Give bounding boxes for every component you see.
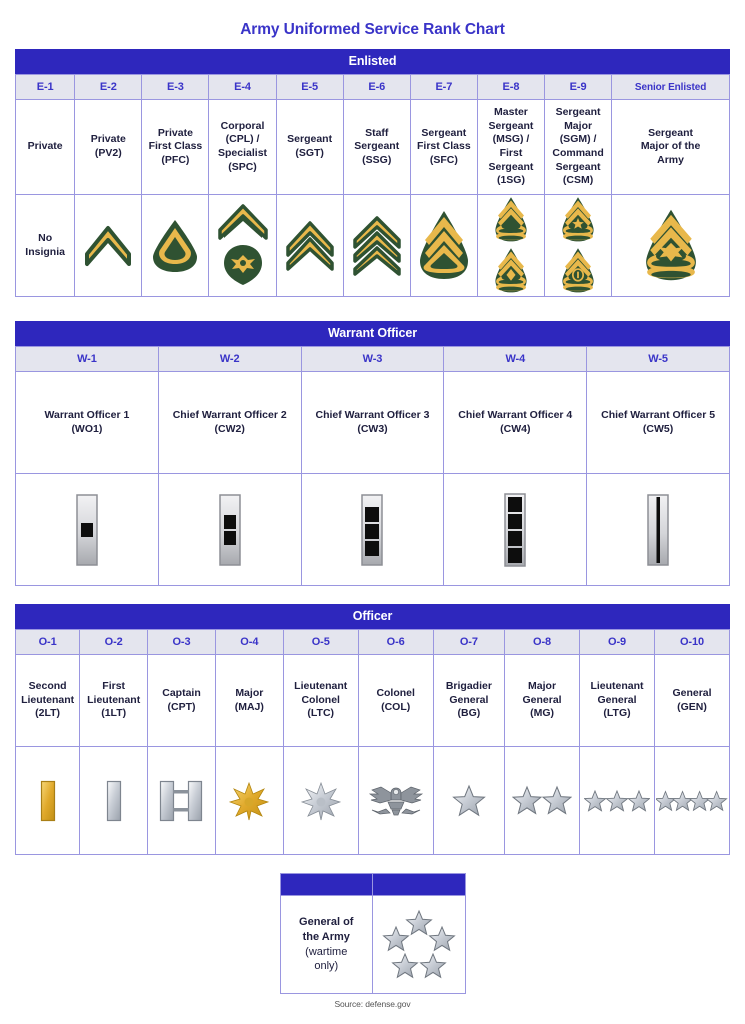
rank-name-w3: Chief Warrant Officer 3 (CW3) [301, 372, 444, 474]
rank-name-e4: Corporal (CPL) / Specialist (SPC) [209, 100, 276, 195]
five-star-band-right [373, 874, 466, 896]
sergeant-major-of-the-army-icon [612, 195, 730, 297]
grade-header-e5: E-5 [276, 75, 343, 100]
grade-header-o6: O-6 [358, 630, 433, 655]
grade-header-o3: O-3 [148, 630, 216, 655]
grade-header-o1: O-1 [16, 630, 80, 655]
rank-name-e6: Staff Sergeant (SSG) [343, 100, 410, 195]
grade-header-o4: O-4 [215, 630, 283, 655]
grade-header-e8: E-8 [477, 75, 544, 100]
grade-header-e4: E-4 [209, 75, 276, 100]
five-star-band-left [280, 874, 373, 896]
grade-header-e7: E-7 [410, 75, 477, 100]
double-silver-bar-icon [148, 747, 216, 855]
rank-name-e2: Private (PV2) [75, 100, 142, 195]
grade-header-e9: E-9 [545, 75, 612, 100]
rank-name-e1: Private [16, 100, 75, 195]
grade-header-o10: O-10 [655, 630, 730, 655]
five-star-band-row [280, 874, 465, 896]
silver-bar-2-squares-icon [158, 474, 301, 586]
chevron-3-icon [343, 195, 410, 297]
three-stars-icon [580, 747, 655, 855]
msg-and-1sg-icon [477, 195, 544, 297]
rank-name-o8: Major General (MG) [505, 655, 580, 747]
grade-header-o8: O-8 [505, 630, 580, 655]
five-star-content-row [280, 896, 465, 994]
warrant-officer-table [15, 346, 730, 586]
section-band-warrant-officer: Warrant Officer [15, 321, 730, 346]
five-star-name-main: General of the Army [299, 915, 354, 943]
four-stars-icon [655, 747, 730, 855]
source-caption: Source: defense.gov [334, 999, 411, 1009]
rank-name-o9: Lieutenant General (LTG) [580, 655, 655, 747]
warrant-name-row [16, 372, 730, 474]
rank-name-e9: Sergeant Major (SGM) / Command Sergeant (CSM) [545, 100, 612, 195]
chevron-1-rocker-1-icon [142, 195, 209, 297]
silver-bar-icon [80, 747, 148, 855]
rank-name-o6: Colonel (COL) [358, 655, 433, 747]
grade-header-e2: E-2 [75, 75, 142, 100]
gold-oak-leaf-icon [215, 747, 283, 855]
rank-name-o4: Major (MAJ) [215, 655, 283, 747]
one-star-icon [433, 747, 504, 855]
page-title: Army Uniformed Service Rank Chart [240, 21, 505, 38]
rank-name-w5: Chief Warrant Officer 5 (CW5) [587, 372, 730, 474]
no-insignia-icon: No Insignia [16, 195, 75, 297]
enlisted-insignia-row [16, 195, 730, 297]
rank-name-o5: Lieutenant Colonel (LTC) [283, 655, 358, 747]
chevron-1-icon [75, 195, 142, 297]
grade-header-w5: W-5 [587, 347, 730, 372]
grade-header-o5: O-5 [283, 630, 358, 655]
grade-header-e6: E-6 [343, 75, 410, 100]
silver-bar-stripe-icon [587, 474, 730, 586]
section-band-officer: Officer [15, 604, 730, 629]
rank-name-w4: Chief Warrant Officer 4 (CW4) [444, 372, 587, 474]
grade-header-e1: E-1 [16, 75, 75, 100]
gold-bar-icon [16, 747, 80, 855]
corporal-and-specialist-icon [209, 195, 276, 297]
grade-header-w3: W-3 [301, 347, 444, 372]
enlisted-grade-header-row [16, 75, 730, 100]
rank-name-o10: General (GEN) [655, 655, 730, 747]
enlisted-name-row [16, 100, 730, 195]
rank-name-o7: Brigadier General (BG) [433, 655, 504, 747]
silver-bar-3-squares-icon [301, 474, 444, 586]
grade-header-o2: O-2 [80, 630, 148, 655]
rank-name-e5: Sergeant (SGT) [276, 100, 343, 195]
silver-oak-leaf-icon [283, 747, 358, 855]
grade-header-e3: E-3 [142, 75, 209, 100]
sgm-and-csm-icon [545, 195, 612, 297]
general-of-the-army-wrap [15, 873, 730, 994]
rank-name-o1: Second Lieutenant (2LT) [16, 655, 80, 747]
grade-header-o7: O-7 [433, 630, 504, 655]
officer-grade-header-row [16, 630, 730, 655]
chevron-3-rocker-1-icon [410, 195, 477, 297]
rank-name-e8: Master Sergeant (MSG) / First Sergeant (1SG) [477, 100, 544, 195]
grade-header-o9: O-9 [580, 630, 655, 655]
silver-bar-4-squares-icon [444, 474, 587, 586]
rank-name-w2: Chief Warrant Officer 2 (CW2) [158, 372, 301, 474]
grade-header-senior-enlisted: Senior Enlisted [612, 75, 730, 100]
grade-header-w4: W-4 [444, 347, 587, 372]
rank-name-e3: Private First Class (PFC) [142, 100, 209, 195]
grade-header-w2: W-2 [158, 347, 301, 372]
chevron-2-icon [276, 195, 343, 297]
officer-name-row [16, 655, 730, 747]
general-of-the-army-table [280, 873, 466, 994]
rank-name-senior-enlisted: Sergeant Major of the Army [612, 100, 730, 195]
officer-table [15, 629, 730, 855]
enlisted-table [15, 74, 730, 297]
silver-eagle-icon [358, 747, 433, 855]
five-star-name-note: (wartime only) [305, 945, 348, 973]
silver-bar-1-square-icon [16, 474, 159, 586]
rank-name-w1: Warrant Officer 1 (WO1) [16, 372, 159, 474]
rank-name-o2: First Lieutenant (1LT) [80, 655, 148, 747]
warrant-insignia-row [16, 474, 730, 586]
officer-insignia-row [16, 747, 730, 855]
rank-name-general-of-the-army [280, 896, 373, 994]
warrant-grade-header-row [16, 347, 730, 372]
grade-header-w1: W-1 [16, 347, 159, 372]
rank-name-o3: Captain (CPT) [148, 655, 216, 747]
rank-name-e7: Sergeant First Class (SFC) [410, 100, 477, 195]
two-stars-icon [505, 747, 580, 855]
five-stars-circle-icon [373, 896, 466, 994]
section-band-enlisted: Enlisted [15, 49, 730, 74]
